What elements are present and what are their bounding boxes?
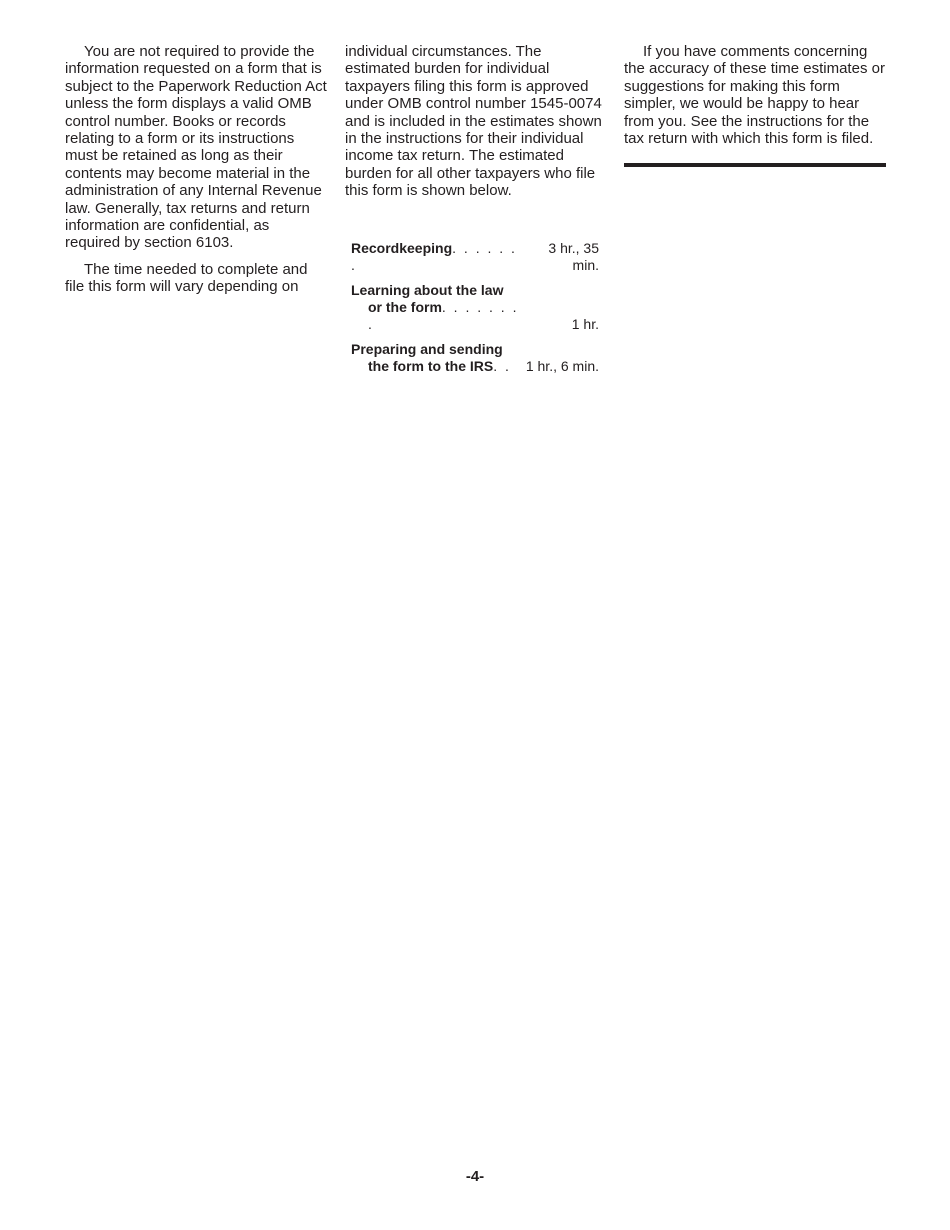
page-number: -4- xyxy=(465,1168,485,1185)
burden-label-preparing-line2: the form to the IRS xyxy=(368,358,494,374)
burden-value-preparing: 1 hr., 6 min. xyxy=(525,358,599,374)
burden-row-recordkeeping xyxy=(351,240,599,274)
time-needed-paragraph: The time needed to complete and file this form will vary depending on xyxy=(65,260,308,296)
burden-row-preparing xyxy=(351,341,599,375)
left-column xyxy=(65,43,327,296)
burden-row-learning xyxy=(351,282,599,333)
paperwork-reduction-paragraph: You are not required to provide the information requested on a form that is subject to the Paperwork Reduction Act unless the form displays a valid OMB control number. Books or records relating to a form or its instructions must be retained as long as their contents may become material in the administration of any Internal Revenue law. Generally, tax returns and return information are confidential, as required by section 6103. xyxy=(65,43,327,252)
right-column xyxy=(624,43,886,147)
section-end-rule xyxy=(624,163,886,167)
burden-estimate-table xyxy=(351,240,599,375)
burden-label-learning-line1: Learning about the law xyxy=(351,282,504,298)
burden-label-learning-line2: or the form xyxy=(368,299,442,315)
middle-column xyxy=(345,43,608,200)
burden-value-recordkeeping: 3 hr., 35 min. xyxy=(548,240,599,273)
leader-dots: . . . . . . . . xyxy=(368,299,519,332)
leader-dots: . . . . . . . xyxy=(351,240,517,273)
estimated-burden-paragraph: individual circumstances. The estimated burden for individual taxpayers filing this form is approved under OMB control number 1545-0074 and is included in the estimates shown in the instructions for their individual income tax return. The estimated burden for all other taxpayers who file this form is shown below. xyxy=(345,43,602,200)
comments-paragraph: If you have comments concerning the accuracy of these time estimates or suggestions for making this form simpler, we would be happy to hear from you. See the instructions for the tax return with which this form is filed. xyxy=(624,43,885,148)
burden-label-recordkeeping: Recordkeeping xyxy=(351,240,453,256)
burden-value-learning: 1 hr. xyxy=(571,316,599,332)
leader-dots: . . xyxy=(493,358,511,374)
burden-label-preparing-line1: Preparing and sending xyxy=(351,341,503,357)
